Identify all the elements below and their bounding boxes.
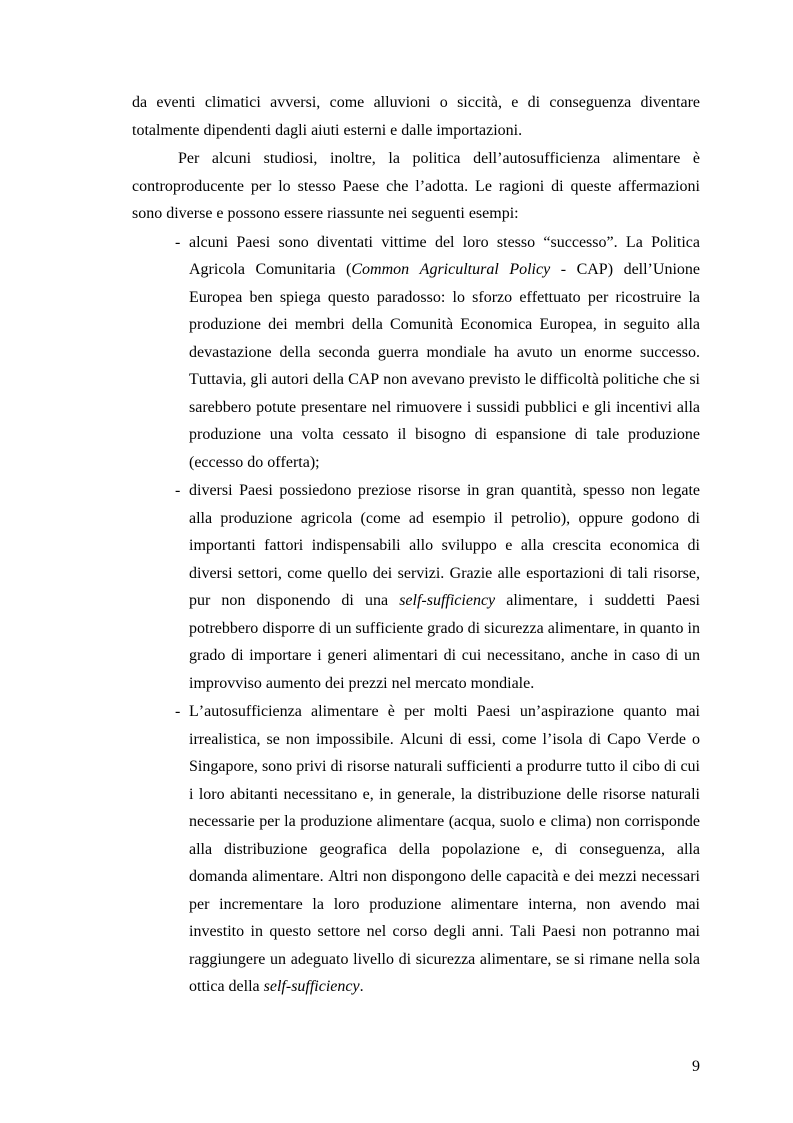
text-line: Singapore, sono privi di risorse naturali sufficienti a produrre tutto il cibo di cui xyxy=(189,758,700,775)
text-line: produzione dei membri della Comunità Economica Europea, in seguito alla xyxy=(189,316,700,333)
text-line: sarebbero potute presentare nel rimuovere i sussidi pubblici e gli incentivi alla xyxy=(189,398,700,416)
text-line: per incrementare la loro produzione alimentare interna, non avendo mai xyxy=(189,895,700,913)
bullet-marker: - xyxy=(175,482,181,499)
bullet-marker: - xyxy=(175,233,181,251)
page-number: 9 xyxy=(692,1058,700,1075)
italic-term: self-sufficiency xyxy=(263,978,360,995)
text-segment: pur non disponendo di una xyxy=(189,592,400,609)
text-line: da eventi climatici avversi, come alluvioni o siccità, e di conseguenza diventare xyxy=(132,94,700,111)
text-line: devastazione della seconda guerra mondiale ha avuto un enorme successo. xyxy=(189,343,700,361)
text-line: (eccesso do offerta); xyxy=(189,453,320,471)
text-line: alcuni Paesi sono diventati vittime del loro stesso “successo”. La Politica xyxy=(189,233,700,251)
text-line: alla produzione agricola (come ad esempio il petrolio), oppure godono di xyxy=(189,509,700,527)
text-line: grado di importare i generi alimentari di cui necessitano, anche in caso di un xyxy=(189,647,700,664)
text-segment: alimentare, i suddetti Paesi xyxy=(495,592,700,609)
text-line xyxy=(189,587,700,615)
text-line xyxy=(189,256,700,284)
text-line: Europea ben spiega questo paradosso: lo sforzo effettuato per ricostruire la xyxy=(189,288,700,306)
text-line: L’autosufficienza alimentare è per molti Paesi un’aspirazione quanto mai xyxy=(189,703,700,720)
paragraph-intro xyxy=(132,145,700,228)
bullet-item xyxy=(132,229,700,477)
italic-term: Common Agricultural Policy xyxy=(351,261,551,278)
text-line: raggiungere un adeguato livello di sicurezza alimentare, se si rimane nella sola xyxy=(189,950,700,968)
text-line: i loro abitanti necessitano e, in generale, la distribuzione delle risorse naturali xyxy=(189,785,700,803)
text-line: improvviso aumento dei prezzi nel mercato mondiale. xyxy=(189,674,535,692)
bullet-item xyxy=(132,698,700,1001)
text-line: Tuttavia, gli autori della CAP non avevano previsto le difficoltà politiche che si xyxy=(189,371,700,388)
bullet-item xyxy=(132,477,700,697)
text-segment: Agricola Comunitaria ( xyxy=(189,261,352,278)
text-line: Per alcuni studiosi, inoltre, la politica dell’autosufficienza alimentare è xyxy=(178,150,700,167)
text-line xyxy=(189,973,700,1001)
italic-term: self-sufficiency xyxy=(399,592,496,609)
text-line: controproducente per lo stesso Paese che l’adotta. Le ragioni di queste affermazioni xyxy=(132,177,700,195)
text-line: potrebbero disporre di un sufficiente grado di sicurezza alimentare, in quanto in xyxy=(189,619,700,637)
text-line: irrealistica, se non impossibile. Alcuni di essi, come l’isola di Capo Verde o xyxy=(189,730,700,748)
text-line: necessarie per la produzione alimentare (acqua, suolo e clima) non corrisponde xyxy=(189,813,700,830)
text-line: domanda alimentare. Altri non dispongono delle capacità e dei mezzi necessari xyxy=(189,868,700,885)
text-line: investito in questo settore nel corso degli anni. Tali Paesi non potranno mai xyxy=(189,923,700,940)
paragraph-continuation xyxy=(132,89,700,144)
text-segment: . xyxy=(359,978,364,995)
bullet-marker: - xyxy=(175,703,181,720)
text-line: alla distribuzione geografica della popolazione e, di conseguenza, alla xyxy=(189,840,700,858)
text-line: diversi Paesi possiedono preziose risorse in gran quantità, spesso non legate xyxy=(189,482,700,499)
text-line: importanti fattori indispensabili allo sviluppo e alla crescita economica di xyxy=(189,537,700,554)
body-text xyxy=(132,89,700,1001)
text-line: totalmente dipendenti dagli aiuti esterni e dalle importazioni. xyxy=(132,121,523,139)
text-segment: ottica della xyxy=(189,978,264,995)
text-line: sono diverse e possono essere riassunte nei seguenti esempi: xyxy=(132,205,519,222)
text-line: produzione una volta cessato il bisogno di espansione di tale produzione xyxy=(189,426,700,443)
text-segment: - CAP) dell’Unione xyxy=(550,261,700,278)
text-line: diversi settori, come quello dei servizi. Grazie alle esportazioni di tali risorse, xyxy=(189,564,700,582)
